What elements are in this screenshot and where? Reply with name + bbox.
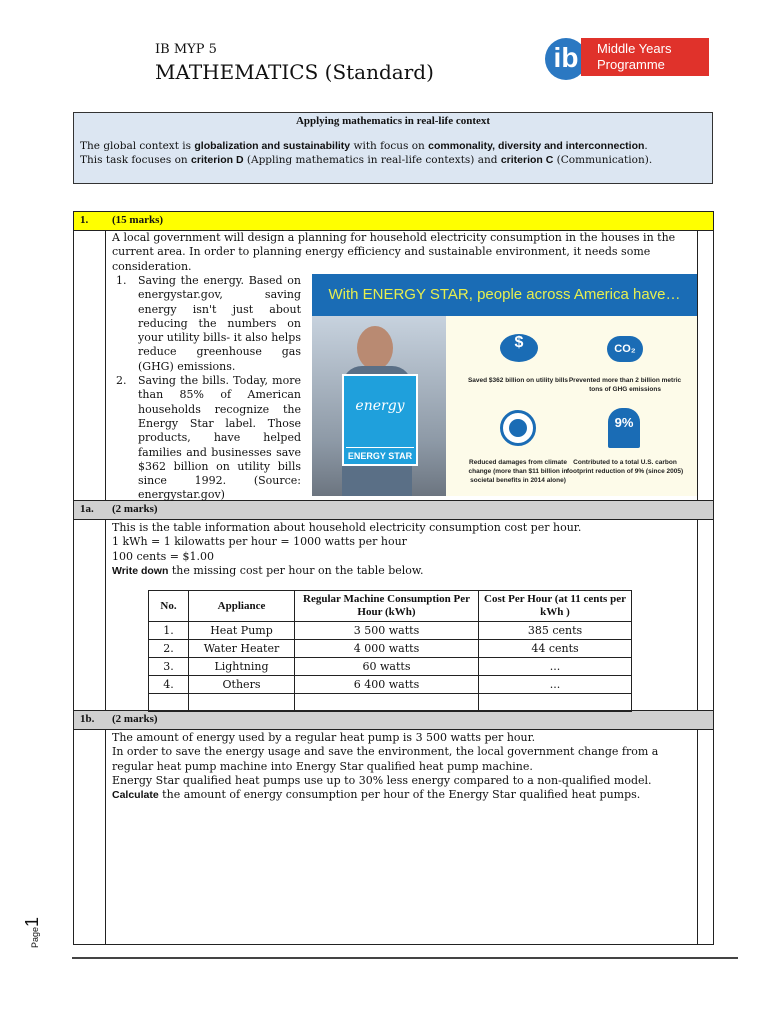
q1a-header <box>74 501 713 520</box>
text: (Communication). <box>553 154 653 166</box>
table-cell <box>189 694 295 712</box>
context-box: Applying mathematics in real-life context The global context is globalization and sustainability with focus on commonality, diversity and interconnection. This task focuses on criterion D (Appling mathematics in real-life contexts) and criterion C (Communication). <box>73 112 713 184</box>
table-cell: 2. <box>149 640 189 658</box>
bold-text: commonality, diversity and interconnection <box>428 140 645 152</box>
text: This task focuses on <box>80 154 192 166</box>
ib-myp-logo: ib Middle Years Programme <box>545 36 710 80</box>
sign-script: energy <box>355 398 405 414</box>
column-header: No. <box>149 591 189 622</box>
q1-intro: A local government will design a planning for household electricity consumption in the houses in the current area. In order to planning energy efficiency and sustainable environment, it needs some consideration. <box>112 231 676 273</box>
table-row <box>149 658 632 676</box>
text: The global context is <box>80 140 195 152</box>
caption: Reduced damages from climate change (more than $11 billion in societal benefits in 2014 alone) <box>468 459 568 484</box>
context-heading: Applying mathematics in real-life context <box>295 115 491 127</box>
text: This is the table information about household electricity consumption cost per hour. <box>112 521 582 534</box>
bold-text: Calculate <box>112 789 159 802</box>
q1b-content <box>74 730 713 944</box>
table-cell: 3. <box>149 658 189 676</box>
bold-text: globalization and sustainability <box>194 140 351 152</box>
text: 100 cents = $1.00 <box>112 549 215 563</box>
text: the missing cost per hour on the table below. <box>168 563 424 577</box>
energy-star-infographic <box>312 274 697 496</box>
table-cell: 3 500 watts <box>295 622 479 640</box>
caption: Contributed to a total U.S. carbon footprint reduction of 9% (since 2005) <box>566 459 684 475</box>
q1-header <box>74 212 713 231</box>
globe-icon <box>500 410 536 446</box>
infographic-banner: With ENERGY STAR, people across America have… <box>312 274 697 316</box>
text: the amount of energy consumption per hour of the Energy Star qualified heat pumps. <box>158 788 641 802</box>
text: with focus on <box>350 140 429 152</box>
q1-list <box>116 274 301 503</box>
table-cell: Lightning <box>189 658 295 676</box>
energy-star-sign <box>342 374 418 466</box>
footer-rule <box>72 957 738 959</box>
table-cell: Water Heater <box>189 640 295 658</box>
text: The amount of energy used by a regular heat pump is 3 500 watts per hour. <box>112 731 536 744</box>
question-number: 1a. <box>80 503 94 515</box>
table-row <box>149 640 632 658</box>
table-row <box>149 676 632 694</box>
page-num: 1 <box>22 916 42 927</box>
text: 1 kWh = 1 kilowatts per hour = 1000 watts per hour <box>112 535 407 549</box>
down-arrow-icon: 9% <box>608 408 640 448</box>
table-cell: Others <box>189 676 295 694</box>
bold-text: Write down <box>112 564 169 577</box>
bold-text: criterion D <box>191 154 244 166</box>
page-title: MATHEMATICS (Standard) <box>155 60 434 84</box>
marks-label: (2 marks) <box>112 503 158 515</box>
page-label: Page <box>30 926 40 948</box>
table-cell: ... <box>479 676 632 694</box>
table-row <box>149 694 632 712</box>
table-row <box>149 622 632 640</box>
table-cell: 385 cents <box>479 622 632 640</box>
consumption-table <box>148 590 632 712</box>
column-header: Appliance <box>189 591 295 622</box>
co2-cloud-icon: CO₂ <box>607 336 643 362</box>
text: (Appling mathematics in real-life contexts) and <box>243 154 501 166</box>
caption: Prevented more than 2 billion metric tons of GHG emissions <box>568 377 682 393</box>
caption: Saved $362 billion on utility bills <box>467 377 569 384</box>
question-number: 1b. <box>80 713 95 725</box>
table-cell: 1. <box>149 622 189 640</box>
logo-text: Middle Years Programme <box>581 38 709 76</box>
subtitle: IB MYP 5 <box>155 42 217 57</box>
table-cell: 4 000 watts <box>295 640 479 658</box>
table-header-row <box>149 591 632 622</box>
table-cell: 6 400 watts <box>295 676 479 694</box>
column-header: Regular Machine Consumption Per Hour (kWh) <box>295 591 479 622</box>
table-cell <box>479 694 632 712</box>
table-cell <box>295 694 479 712</box>
list-item: 2. Saving the bills. Today, more than 85% of American households recognize the Energy Star label. Those products, have helped families and businesses save $362 billion on utility bills since 1992. (Source: energystar.gov) <box>116 374 301 502</box>
question-number: 1. <box>80 214 89 226</box>
marks-label: (2 marks) <box>112 713 158 725</box>
text: Energy Star qualified heat pumps use up to 30% less energy compared to a non-qualified model. <box>112 773 652 787</box>
table-cell: 4. <box>149 676 189 694</box>
list-item: 1. Saving the energy. Based on energystar.gov, saving energy isn't just about reducing the numbers on your utility bills- it also helps reduce greenhouse gas (GHG) emissions. <box>116 274 301 373</box>
person-photo <box>312 316 446 496</box>
marks-label: (15 marks) <box>112 214 164 226</box>
column-header: Cost Per Hour (at 11 cents per kWh ) <box>479 591 632 622</box>
table-cell: 44 cents <box>479 640 632 658</box>
page-number <box>22 917 43 948</box>
table-cell: ... <box>479 658 632 676</box>
q1b-header <box>74 711 713 730</box>
sign-label: ENERGY STAR <box>346 447 414 461</box>
piggy-bank-icon: $ <box>500 334 538 362</box>
bold-text: criterion C <box>500 154 554 166</box>
table-cell: 60 watts <box>295 658 479 676</box>
table-cell: Heat Pump <box>189 622 295 640</box>
table-cell <box>149 694 189 712</box>
text: In order to save the energy usage and save the environment, the local government change from a regular heat pump machine into Energy Star qualified heat pump machine. <box>112 745 659 773</box>
